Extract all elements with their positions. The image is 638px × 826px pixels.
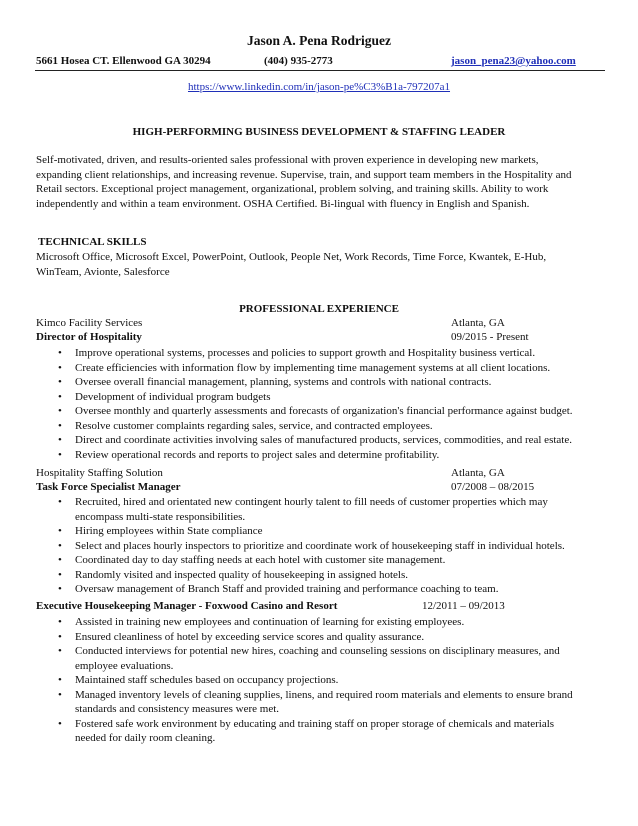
address: 5661 Hosea CT. Ellenwood GA 30294 — [36, 55, 211, 67]
technical-skills-list — [36, 250, 606, 279]
job-dates: 12/2011 – 09/2013 — [422, 600, 505, 612]
headline: HIGH-PERFORMING BUSINESS DEVELOPMENT & STAFFING LEADER — [132, 126, 506, 138]
bullet-dot-icon: • — [58, 376, 62, 388]
bullet-dot-icon: • — [58, 539, 62, 552]
skills-line: WinTeam, Avionte, Salesforce — [36, 265, 170, 278]
bullet-item: • Ensured cleanliness of hotel by exceeding service scores and quality assurance. — [58, 630, 425, 643]
job-location: Atlanta, GA — [451, 467, 505, 479]
bullet-dot-icon: • — [58, 361, 62, 374]
linkedin-link[interactable]: https://www.linkedin.com/in/jason-pe%C3%B1a-797207a1 — [187, 81, 451, 93]
bullet-item: • Review operational records and reports to project sales and determine profitability. — [58, 448, 440, 461]
job-dates: 07/2008 – 08/2015 — [451, 481, 535, 493]
bullet-dot-icon: • — [58, 347, 62, 359]
job-bullets — [36, 495, 611, 597]
summary-line: independently and within a team environment. OSHA Certified. Bi-lingual with fluency in English and Spanish. — [36, 197, 530, 210]
bullet-item: • Fostered safe work environment by educating and training staff on proper storage of chemicals and materials needed for daily room cleaning. — [58, 717, 555, 744]
bullet-dot-icon: • — [58, 419, 62, 432]
candidate-name: Jason A. Pena Rodriguez — [246, 33, 391, 48]
bullet-dot-icon: • — [58, 554, 62, 566]
bullet-item: • Recruited, hired and orientated new contingent hourly talent to fill needs of customer properties which may encompass multi-state responsibilities. — [58, 496, 548, 523]
bullet-dot-icon: • — [58, 630, 62, 643]
skills-line: Microsoft Office, Microsoft Excel, PowerPoint, Outlook, People Net, Work Records, Time Force, Kwantek, E-Hub, — [36, 251, 547, 263]
bullet-dot-icon: • — [58, 405, 62, 417]
bullet-dot-icon: • — [58, 448, 62, 461]
phone: (404) 935-2773 — [264, 55, 333, 67]
job-location: Atlanta, GA — [451, 317, 505, 329]
technical-skills-heading: TECHNICAL SKILLS — [38, 236, 147, 248]
bullet-item: • Conducted interviews for potential new hires, coaching and counseling sessions on disciplinary measures, and employee evaluations. — [58, 645, 560, 672]
bullet-dot-icon: • — [58, 688, 62, 701]
job-title: Task Force Specialist Manager — [36, 481, 181, 493]
bullet-item: • Select and places hourly inspectors to prioritize and coordinate work of housekeeping staff in individual hotels. — [58, 539, 565, 552]
summary-line: expanding client relationships, and increasing revenue. Supervise, train, and support team members in the Hospitality and — [36, 168, 572, 181]
bullet-item: • Create efficiencies with information flow by implementing time management systems at all client locations. — [58, 361, 551, 374]
bullet-item: • Managed inventory levels of cleaning supplies, linens, and required room materials and elements to ensure brand standards and consistency measures were met. — [58, 688, 573, 715]
experience-heading: PROFESSIONAL EXPERIENCE — [239, 303, 399, 315]
bullet-dot-icon: • — [58, 616, 62, 628]
bullet-dot-icon: • — [58, 568, 62, 581]
summary-line: Self-motivated, driven, and results-oriented sales professional with proven experience in developing new markets, — [36, 154, 539, 166]
job-bullets — [36, 346, 611, 462]
summary-line: Retail sectors. Exceptional project management, organizational, problem solving, and training skills. Ability to work — [36, 183, 549, 195]
bullet-dot-icon: • — [58, 674, 62, 686]
header-divider — [35, 70, 605, 71]
bullet-dot-icon: • — [58, 496, 62, 508]
bullet-dot-icon: • — [58, 434, 62, 446]
bullet-item: • Oversee monthly and quarterly assessments and forecasts of organization's financial performance against budget. — [58, 405, 573, 417]
bullet-item: • Resolve customer complaints regarding sales, service, and contracted employees. — [58, 419, 433, 432]
job-bullets — [36, 615, 611, 746]
bullet-item: • Direct and coordinate activities involving sales of manufactured products, services, commodities, and real estate. — [58, 434, 572, 446]
job-dates: 09/2015 - Present — [451, 331, 529, 343]
job-title: Executive Housekeeping Manager - Foxwood Casino and Resort — [36, 600, 338, 612]
bullet-item: • Assisted in training new employees and continuation of learning for existing employees. — [58, 616, 465, 628]
job-company: Hospitality Staffing Solution — [36, 467, 163, 479]
bullet-item: • Oversaw management of Branch Staff and provided training and performance coaching to team. — [58, 583, 499, 595]
bullet-item: • Oversee overall financial management, planning, systems and controls with national contracts. — [58, 376, 492, 388]
bullet-item: • Hiring employees within State compliance — [58, 525, 263, 537]
summary-paragraph — [36, 153, 606, 211]
bullet-dot-icon: • — [58, 583, 62, 595]
bullet-item: • Development of individual program budgets — [58, 390, 271, 403]
bullet-item: • Coordinated day to day staffing needs at each hotel with customer site management. — [58, 554, 446, 566]
bullet-item: • Maintained staff schedules based on occupancy projections. — [58, 674, 339, 686]
email-link[interactable]: jason_pena23@yahoo.com — [451, 55, 576, 67]
bullet-dot-icon: • — [58, 717, 62, 730]
bullet-dot-icon: • — [58, 390, 62, 403]
job-company: Kimco Facility Services — [36, 317, 143, 329]
bullet-item: • Randomly visited and inspected quality of housekeeping in assigned hotels. — [58, 568, 408, 581]
bullet-item: • Improve operational systems, processes and policies to support growth and Hospitality business vertical. — [58, 347, 536, 359]
job-title: Director of Hospitality — [36, 331, 142, 343]
bullet-dot-icon: • — [58, 525, 62, 537]
bullet-dot-icon: • — [58, 645, 62, 657]
